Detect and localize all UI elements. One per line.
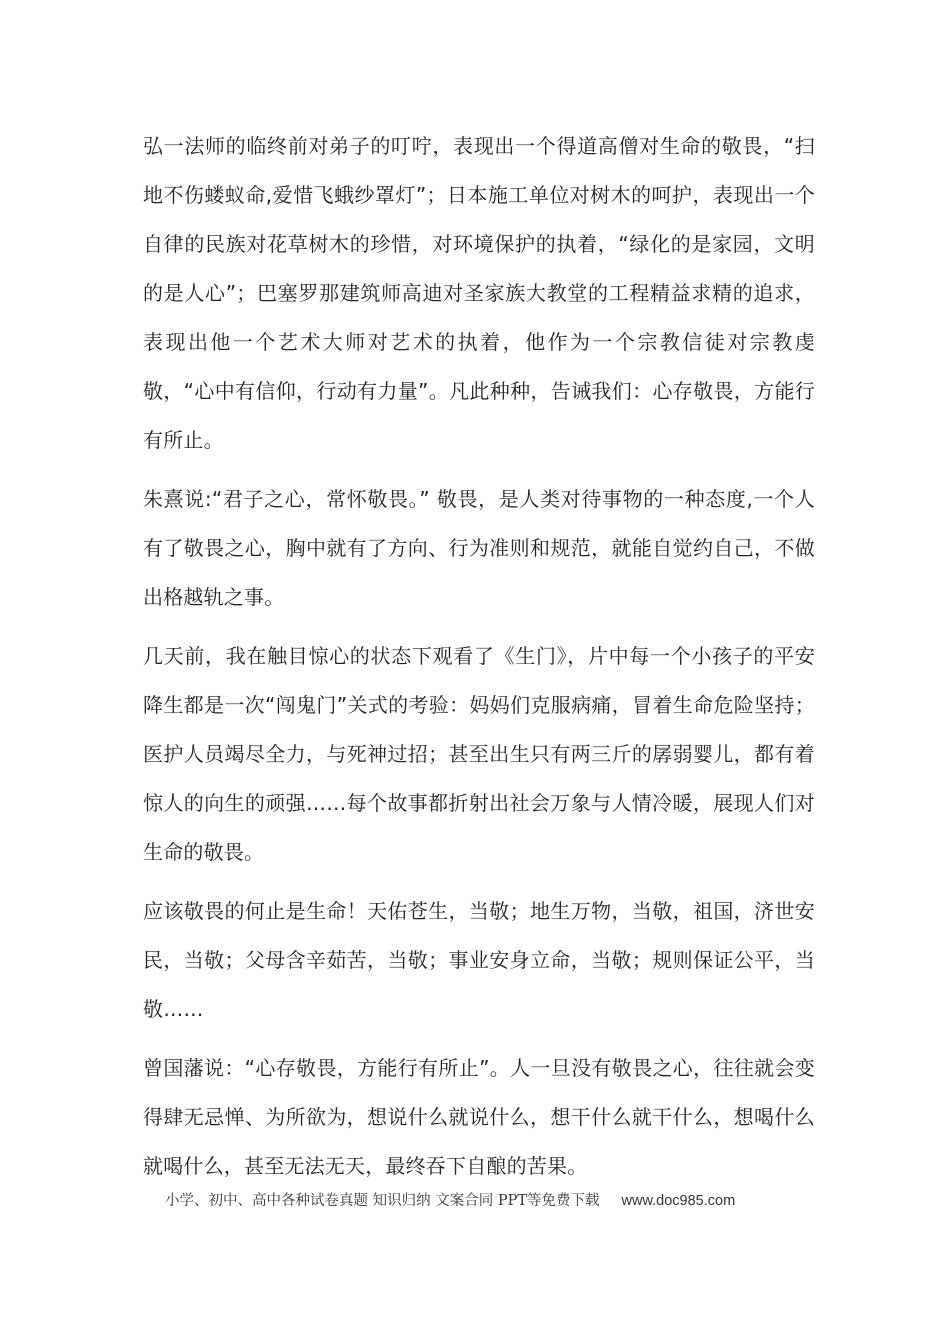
- document-body: [143, 122, 815, 1201]
- paragraph-2: 朱熹说:“君子之心，常怀敬畏。” 敬畏，是人类对待事物的一种态度,一个人有了敬畏之心，胸中就有了方向、行为准则和规范，就能自觉约自己，不做出格越轨之事。: [143, 487, 815, 609]
- paragraph-5: 曾国藩说：“心存敬畏，方能行有所止”。人一旦没有敬畏之心，往往就会变得肆无忌惮、为所欲为，想说什么就说什么，想干什么就干什么，想喝什么就喝什么，甚至无法无天，最终吞下自酿的苦果。: [143, 1056, 815, 1178]
- paragraph-4: 应该敬畏的何止是生命！天佑苍生，当敬；地生万物，当敬，祖国，济世安民，当敬；父母含辛茹苦，当敬；事业安身立命，当敬；规则保证公平，当敬……: [143, 899, 815, 1021]
- page-footer: [165, 1189, 735, 1210]
- paragraph-3: 几天前，我在触目惊心的状态下观看了《生门》，片中每一个小孩子的平安降生都是一次“闯鬼门”关式的考验：妈妈们克服病痛，冒着生命危险坚持；医护人员竭尽全力，与死神过招；甚至出生只有两三斤的孱弱婴儿，都有着惊人的向生的顽强……每个故事都折射出社会万象与人情冷暖，展现人们对生命的敬畏。: [143, 644, 815, 864]
- footer-text: 小学、初中、高中各种试卷真题 知识归纳 文案合同 PPT等免费下载: [165, 1193, 600, 1209]
- paragraph-1: 弘一法师的临终前对弟子的叮咛，表现出一个得道高僧对生命的敬畏，“扫地不伤蝼蚁命,爱惜飞蛾纱罩灯”；日本施工单位对树木的呵护，表现出一个自律的民族对花草树木的珍惜，对环境保护的执着，“绿化的是家园，文明的是人心”；巴塞罗那建筑师高迪对圣家族大教堂的工程精益求精的追求，表现出他一个艺术大师对艺术的执着，他作为一个宗教信徒对宗教虔敬，“心中有信仰，行动有力量”。凡此种种，告诫我们：心存敬畏，方能行有所止。: [143, 134, 815, 452]
- footer-url-link[interactable]: www.doc985.com: [621, 1193, 736, 1209]
